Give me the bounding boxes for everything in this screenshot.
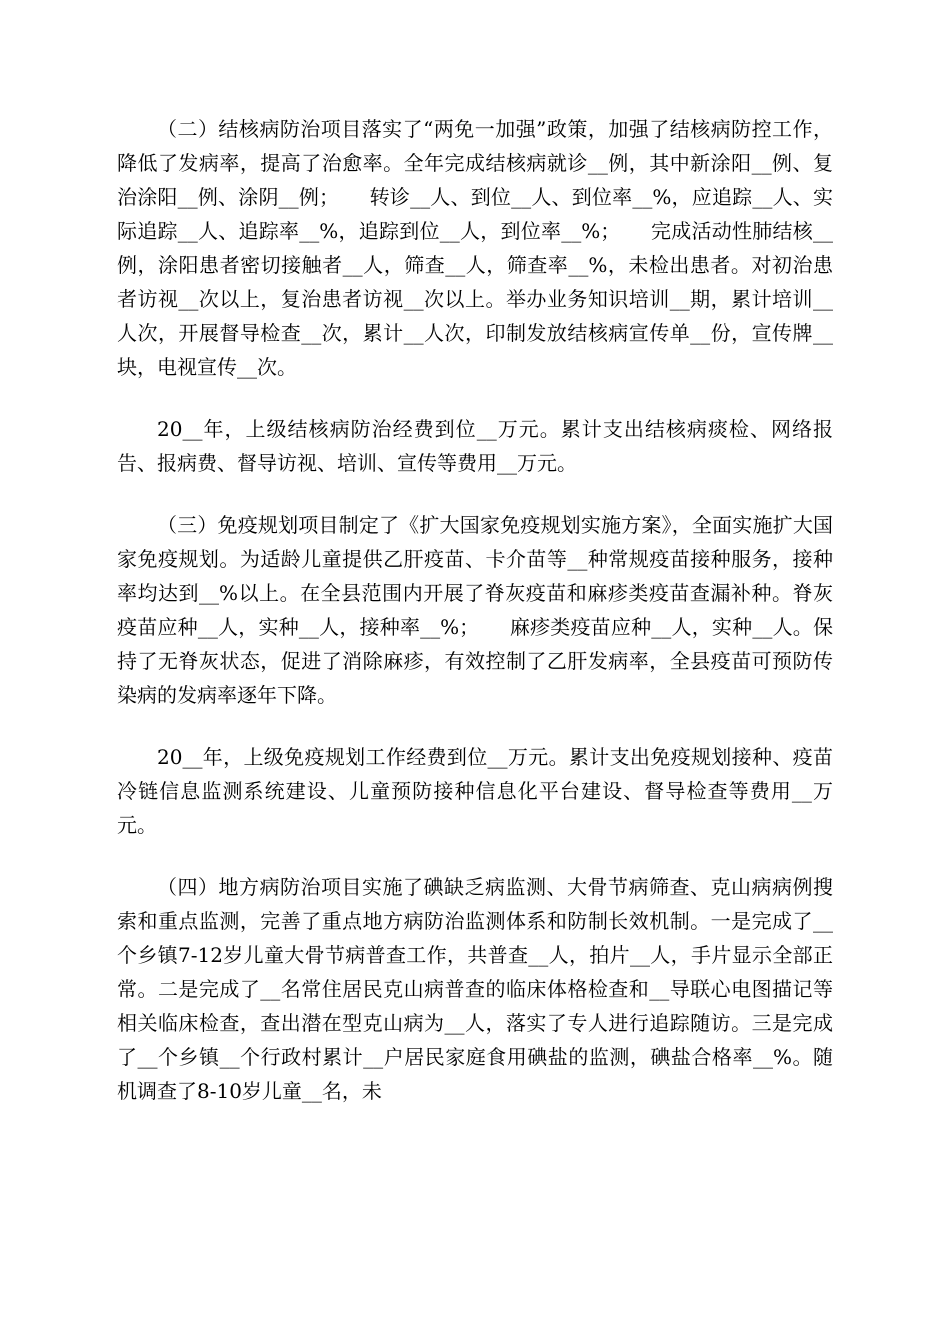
paragraph-tuberculosis-funding: 20__年，上级结核病防治经费到位__万元。累计支出结核病痰检、网络报告、报病费、督导访视、培训、宣传等费用__万元。 xyxy=(117,417,833,475)
paragraph-immunization-program: （三）免疫规划项目制定了《扩大国家免疫规划实施方案》，全面实施扩大国家免疫规划。为适龄儿童提供乙肝疫苗、卡介苗等__种常规疫苗接种服务，接种率均达到__%以上。在全县范围内开展了脊灰疫苗和麻疹类疫苗查漏补种。脊灰疫苗应种__人，实种__人，接种率__%； 麻疹类疫苗应种__人，实种__人。保持了无脊灰状态，促进了消除麻疹，有效控制了乙肝发病率，全县疫苗可预防传染病的发病率逐年下降。 xyxy=(117,513,833,707)
paragraph-endemic-disease-program: （四）地方病防治项目实施了碘缺乏病监测、大骨节病筛查、克山病病例搜索和重点监测，完善了重点地方病防治监测体系和防制长效机制。一是完成了__个乡镇7-12岁儿童大骨节病普查工作，共普查__人，拍片__人，手片显示全部正常。二是完成了__名常住居民克山病普查的临床体格检查和__导联心电图描记等相关临床检查，查出潜在型克山病为__人，落实了专人进行追踪随访。三是完成了__个乡镇__个行政村累计__户居民家庭食用碘盐的监测，碘盐合格率__%。随机调查了8-10岁儿童__名，未 xyxy=(117,875,833,1103)
paragraph-tuberculosis-program: （二）结核病防治项目落实了“两免一加强”政策，加强了结核病防控工作，降低了发病率，提高了治愈率。全年完成结核病就诊__例，其中新涂阳__例、复治涂阳__例、涂阴__例； 转诊__人、到位__人、到位率__%，应追踪__人、实际追踪__人、追踪率__%，追踪到位__人，到位率__%； 完成活动性肺结核__例，涂阳患者密切接触者__人，筛查__人，筛查率__%，未检出患者。对初治患者访视__次以上，复治患者访视__次以上。举办业务知识培训__期，累计培训__人次，开展督导检查__次，累计__人次，印制发放结核病宣传单__份，宣传牌__块，电视宣传__次。 xyxy=(117,117,833,379)
paragraph-immunization-funding: 20__年，上级免疫规划工作经费到位__万元。累计支出免疫规划接种、疫苗冷链信息监测系统建设、儿童预防接种信息化平台建设、督导检查等费用__万元。 xyxy=(117,745,833,837)
document-page xyxy=(117,112,833,1136)
